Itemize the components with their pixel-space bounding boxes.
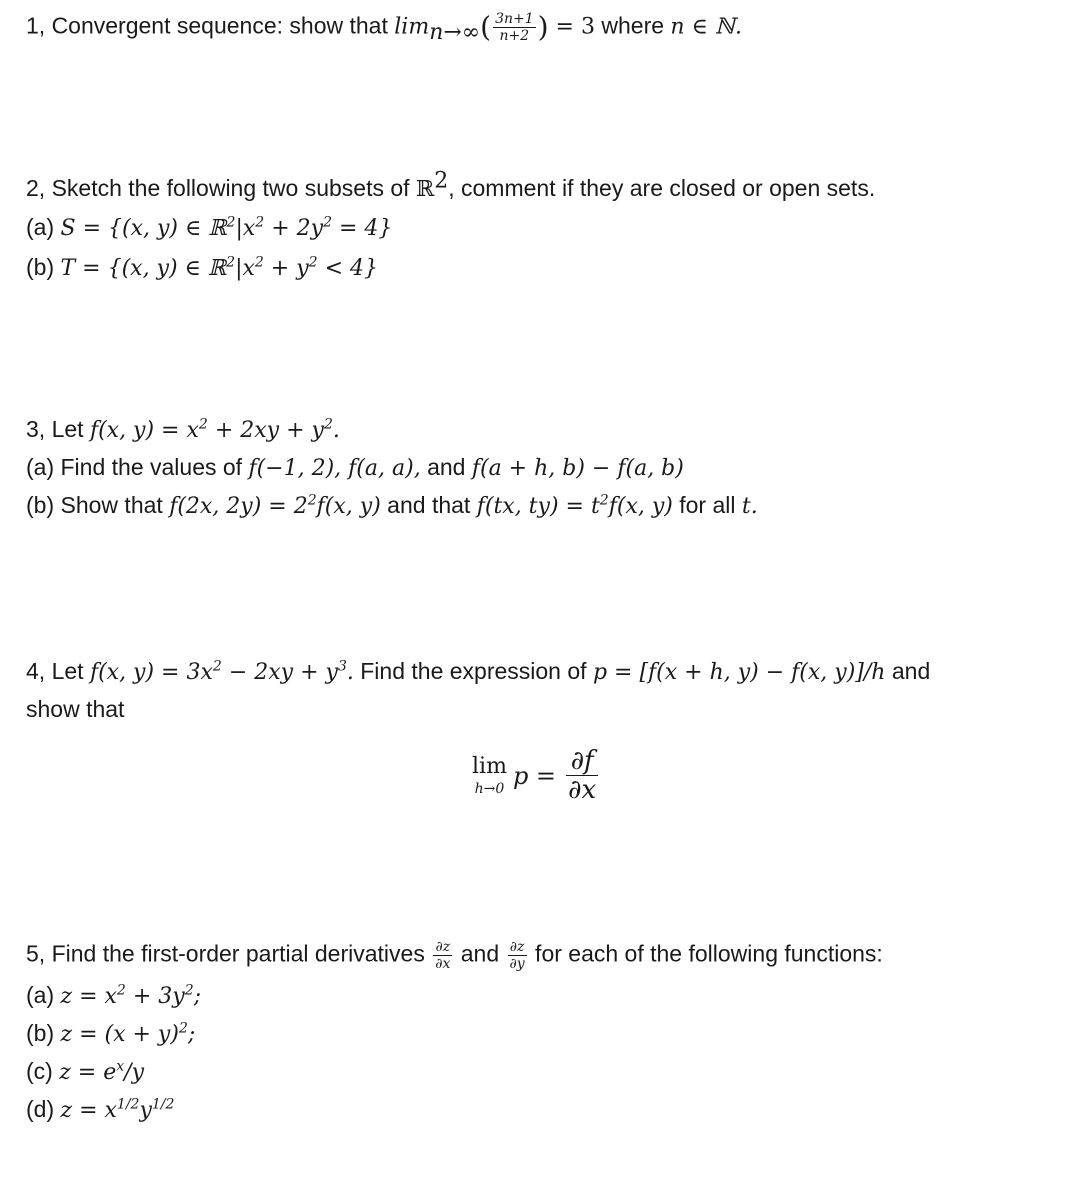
problem-2b (26, 256, 378, 280)
natural-condition: n ∈ ℕ. (670, 14, 742, 40)
function-definition: f(x, $y) = x^2 + 2xy + y^2$. (89, 416, 340, 443)
sequence-fraction (493, 12, 536, 43)
difference-quotient: p = [f(x + h, y) − f(x, y)]/h (592, 660, 886, 685)
problem-3a (26, 456, 684, 480)
function-a: $z = x^2 + 3y^2$; (60, 982, 202, 1009)
set-t-definition: T = {(x, y) ∈ $ℝ^2|x^2 + y^2 < 4$} (60, 254, 379, 281)
where-text: where (594, 12, 671, 39)
problem-5b (26, 1022, 195, 1046)
problem-2 (26, 168, 876, 202)
part-label: (a) (26, 982, 61, 1008)
problem-1-text: 1, Convergent sequence: show that (26, 12, 395, 39)
and-that-text: and that (380, 492, 477, 518)
values-list: f(−1, 2), f(a, a), (248, 456, 421, 481)
function-b: $z = (x + y)^2$; (60, 1020, 196, 1047)
scaling-identity: f(2x, $2y) = 2^2f(x$, y) (169, 492, 381, 519)
exponent: 2 (434, 168, 449, 194)
partial-derivative-fraction: $\frac{\partial f}{\partial x}$ (568, 746, 597, 805)
part-label: (b) (26, 254, 61, 280)
problem-5-suffix: for each of the following functions: (528, 940, 883, 967)
problem-1 (26, 10, 742, 46)
problem-3-text: 3, Let (26, 416, 90, 442)
problem-4-line2 (26, 698, 124, 721)
left-paren: ( (480, 10, 492, 44)
difference-expression: f(a + h, b) − f(a, b) (471, 456, 684, 481)
problem-2-text: 2, Sketch the following two subsets of (26, 175, 416, 201)
limit-subscript: n→∞ (429, 20, 481, 46)
problem-5-text: 5, Find the first-order partial derivatives (26, 940, 432, 967)
for-all-text: for all (672, 492, 742, 518)
equals-three: = 3 (548, 14, 595, 40)
part-label: (c) (26, 1058, 60, 1084)
homogeneity-identity: f(tx, $ty) = t^2f(x$, y) (476, 492, 673, 519)
part-label: (b) (26, 1020, 61, 1046)
part-label: (a) (26, 214, 61, 240)
limit-word: lim (394, 14, 430, 40)
fraction-numerator: 3n+1 (495, 11, 534, 27)
dz-dx-fraction: $\frac{\partial z}{\partial x}$ (435, 939, 451, 972)
limit-p-equals: p = (512, 761, 557, 790)
problem-2-suffix: , comment if they are closed or open sets. (448, 175, 876, 201)
and-text: and (454, 940, 506, 967)
problem-4-text: 4, Let (26, 658, 90, 684)
right-paren: ) (537, 10, 549, 44)
problem-5a (26, 984, 201, 1008)
part-label: (a) Find the values of (26, 454, 249, 480)
problem-3b (26, 494, 758, 518)
and-text: and (420, 454, 472, 480)
part-label: (d) (26, 1096, 61, 1122)
problem-5d (26, 1098, 174, 1122)
limit-display-equation (472, 748, 600, 803)
problem-2a (26, 216, 392, 240)
fraction-denominator: n+2 (499, 28, 530, 44)
function-d: $z = x^{1/2}y^{1/2}$ (60, 1096, 175, 1123)
problem-5 (26, 940, 883, 971)
show-that-text: show that (26, 696, 125, 722)
and-text: and (885, 658, 931, 684)
function-definition: f(x, $y) = 3x^2 - 2xy + y^3$. (89, 658, 354, 685)
function-c: $z = e^x/y$ (59, 1058, 144, 1085)
dz-dy-fraction: $\frac{\partial z}{\partial y}$ (509, 939, 525, 972)
variable-t: t. (741, 494, 758, 519)
find-expression-text: Find the expression of (353, 658, 593, 684)
problem-5c (26, 1060, 144, 1084)
problem-3 (26, 418, 340, 442)
limit-operator: lim h→0 (472, 754, 507, 797)
part-label: (b) Show that (26, 492, 170, 518)
problem-4 (26, 660, 930, 684)
reals-symbol: ℝ (415, 177, 435, 202)
set-s-definition: S = {(x, y) ∈ $ℝ^2|x^2 + 2y^2 = 4$} (60, 214, 393, 241)
